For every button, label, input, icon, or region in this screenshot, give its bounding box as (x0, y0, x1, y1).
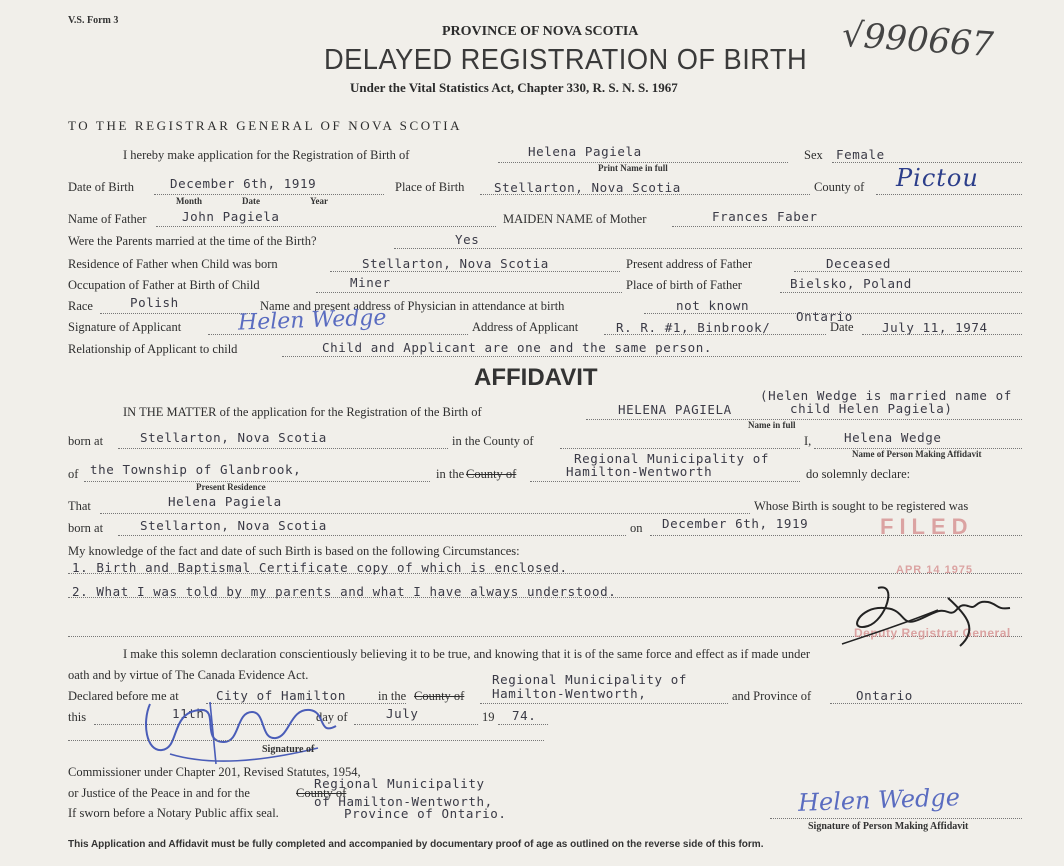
married-value: Yes (455, 232, 480, 247)
maker-caption: Name of Person Making Affidavit (852, 449, 982, 459)
filed-stamp: FILED (880, 514, 974, 539)
mother-label: MAIDEN NAME of Mother (503, 212, 647, 226)
in-the-2-label: in the (378, 689, 407, 703)
year-prefix: 19 (482, 710, 495, 724)
sex-value: Female (836, 147, 885, 162)
circumstance-1: 1. Birth and Baptismal Certificate copy of which is enclosed. (72, 560, 568, 575)
declared-city-value: City of Hamilton (216, 688, 347, 703)
commissioner-signature (140, 692, 350, 772)
applicant-address-value: R. R. #1, Binbrook/ (616, 320, 771, 335)
affidavit-county-label: in the County of (452, 434, 534, 448)
affidavit-county-value: Regional Municipality of (574, 451, 770, 466)
province-of-label: and Province of (732, 689, 812, 703)
county-value: Pictou (896, 164, 979, 192)
county-label: County of (814, 180, 865, 194)
on-label: on (630, 521, 643, 535)
struck-county-3-label: County of (296, 786, 347, 800)
form-title: DELAYED REGISTRATION OF BIRTH (324, 44, 808, 76)
mother-value: Frances Faber (712, 209, 818, 224)
matter-note: (Helen Wedge is married name of (760, 388, 1012, 403)
of-residence-value: the Township of Glanbrook, (90, 462, 302, 477)
residence-label: Residence of Father when Child was born (68, 257, 278, 271)
child-name-value: Helena Pagiela (528, 144, 642, 159)
declared-county-value-2: Hamilton-Wentworth, (492, 686, 647, 701)
maker-signature: Helen Wedge (797, 783, 961, 817)
applicant-signature: Helen Wedge (237, 305, 387, 336)
applicant-signature-label: Signature of Applicant (68, 320, 182, 334)
race-label: Race (68, 299, 93, 313)
born-at-value: Stellarton, Nova Scotia (140, 430, 327, 445)
dob-label: Date of Birth (68, 180, 134, 194)
whose-birth-label: Whose Birth is sought to be registered was (754, 499, 969, 513)
name-in-full-caption: Name in full (748, 420, 796, 430)
declared-county-value: Regional Municipality of (492, 672, 688, 687)
year-value: 74. (512, 708, 537, 723)
applicant-address-value-2: Ontario (796, 309, 853, 324)
notary-label: If sworn before a Notary Public affix seal. (68, 806, 279, 820)
maker-signature-caption: Signature of Person Making Affidavit (808, 821, 969, 832)
province-heading: PROVINCE OF NOVA SCOTIA (442, 24, 639, 39)
residence-value: Stellarton, Nova Scotia (362, 256, 549, 271)
occupation-value: Miner (350, 275, 391, 290)
justice-county-value: Regional Municipality (314, 776, 485, 791)
sex-label: Sex (804, 148, 823, 162)
occupation-label: Occupation of Father at Birth of Child (68, 278, 260, 292)
dob-value: December 6th, 1919 (170, 176, 317, 191)
justice-county-value-3: Province of Ontario. (344, 806, 507, 821)
declaration-line-1: I make this solemn declaration conscientiously believing it to be true, and knowing that it is of the same force and effect as if made under (123, 647, 811, 661)
present-address-value: Deceased (826, 256, 892, 271)
signature-of-caption: Signature of (262, 744, 315, 755)
father-pob-label: Place of birth of Father (626, 278, 742, 292)
act-subtitle: Under the Vital Statistics Act, Chapter 330, R. S. N. S. 1967 (350, 80, 678, 95)
struck-county-2-label: County of (414, 689, 465, 703)
justice-county-value-2: of Hamilton-Wentworth, (314, 794, 493, 809)
father-value: John Pagiela (182, 209, 280, 224)
declaration-line-2: oath and by virtue of The Canada Evidence Act. (68, 668, 309, 682)
of-label: of (68, 467, 79, 481)
pob-label: Place of Birth (395, 180, 465, 194)
knowledge-label: My knowledge of the fact and date of such Birth is based on the following Circumstances: (68, 544, 520, 558)
circumstance-2: 2. What I was told by my parents and what I have always understood. (72, 584, 617, 599)
father-pob-value: Bielsko, Poland (790, 276, 912, 291)
affidavit-county-value-2: Hamilton-Wentworth (566, 464, 713, 479)
struck-county-label: County of (466, 467, 517, 481)
married-label: Were the Parents married at the time of the Birth? (68, 234, 317, 248)
application-date-value: July 11, 1974 (882, 320, 988, 335)
physician-value: not known (676, 298, 750, 313)
print-name-caption: Print Name in full (598, 163, 668, 173)
this-label: this (68, 710, 87, 724)
applicant-address-label: Address of Applicant (472, 320, 579, 334)
matter-value: HELENA PAGIELA (618, 402, 732, 417)
commissioner-label: Commissioner under Chapter 201, Revised Statutes, 1954, (68, 765, 361, 779)
i-label: I, (804, 434, 812, 448)
caption-date: Date (242, 196, 260, 206)
matter-note-2: child Helen Pagiela) (790, 401, 953, 416)
in-the-label: in the (436, 467, 465, 481)
matter-label: IN THE MATTER of the application for the Registration of the Birth of (123, 405, 482, 419)
race-value: Polish (130, 295, 179, 310)
caption-month: Month (176, 196, 203, 206)
that-value: Helena Pagiela (168, 494, 282, 509)
registrar-signature (838, 580, 1028, 650)
month-value: July (386, 706, 419, 721)
relationship-value: Child and Applicant are one and the same person. (322, 340, 713, 355)
stamp-date: APR 14 1975 (896, 564, 974, 576)
born-at-label: born at (68, 434, 104, 448)
present-residence-caption: Present Residence (196, 482, 266, 492)
pob-value: Stellarton, Nova Scotia (494, 180, 681, 195)
handwritten-registration-number: √990667 (840, 14, 995, 66)
deponent-name: Helena Wedge (844, 430, 942, 445)
that-label: That (68, 499, 91, 513)
affidavit-heading: AFFIDAVIT (474, 364, 598, 391)
application-date-label: Date (830, 320, 854, 334)
born-at-2-label: born at (68, 521, 104, 535)
day-value: 11th (172, 706, 205, 721)
justice-label: or Justice of the Peace in and for the (68, 786, 250, 800)
addressee-line: TO THE REGISTRAR GENERAL OF NOVA SCOTIA (68, 118, 463, 133)
province-value: Ontario (856, 688, 913, 703)
footer-notice: This Application and Affidavit must be fully completed and accompanied by documentary proof of age as outlined on the reverse side of this form. (68, 839, 764, 850)
present-address-label: Present address of Father (626, 257, 753, 271)
day-of-label: day of (316, 710, 348, 724)
stamp-office: Deputy Registrar General (854, 626, 1011, 640)
caption-year: Year (310, 196, 328, 206)
physician-label: Name and present address of Physician in attendance at birth (260, 299, 565, 313)
relationship-label: Relationship of Applicant to child (68, 342, 238, 356)
father-label: Name of Father (68, 212, 147, 226)
on-date-value: December 6th, 1919 (662, 516, 809, 531)
solemnly-declare-label: do solemnly declare: (806, 467, 911, 481)
declared-before-label: Declared before me at (68, 689, 179, 703)
form-number: V.S. Form 3 (68, 15, 119, 26)
intro-label: I hereby make application for the Registration of Birth of (123, 148, 410, 162)
born-at-2-value: Stellarton, Nova Scotia (140, 518, 327, 533)
